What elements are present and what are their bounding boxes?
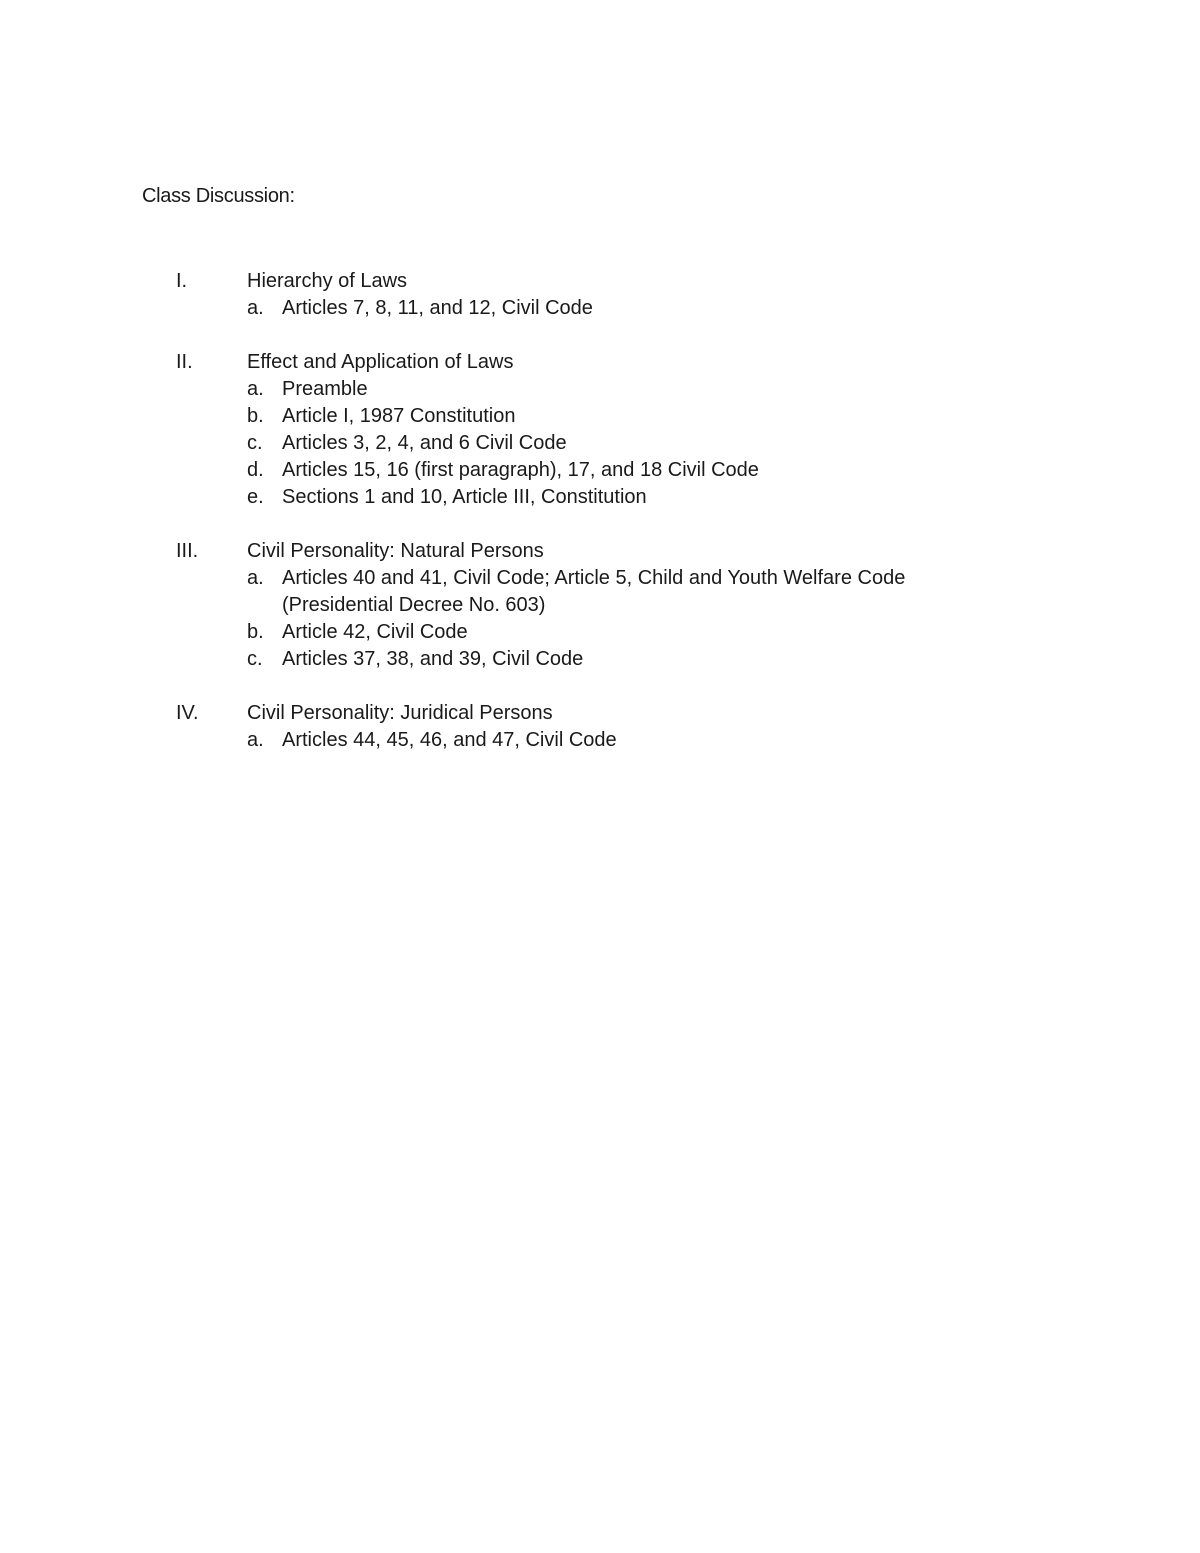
list-item	[0, 295, 1200, 322]
item-letter: c.	[247, 648, 263, 670]
item-text: Articles 37, 38, and 39, Civil Code	[282, 648, 584, 670]
outline-section	[0, 349, 1200, 511]
list-item	[0, 457, 1200, 484]
outline-section	[0, 538, 1200, 673]
section-title: Hierarchy of Laws	[247, 270, 408, 292]
list-item	[0, 619, 1200, 646]
item-text: Articles 40 and 41, Civil Code; Article 5, Child and Youth Welfare Code (Presidential Decree No. 603)	[282, 567, 906, 616]
item-letter: b.	[247, 405, 264, 427]
item-letter: b.	[247, 621, 264, 643]
list-item	[0, 430, 1200, 457]
item-text: Articles 7, 8, 11, and 12, Civil Code	[282, 297, 593, 319]
item-text: Preamble	[282, 378, 368, 400]
section-numeral: III.	[176, 540, 199, 562]
item-text: Articles 3, 2, 4, and 6 Civil Code	[282, 432, 567, 454]
list-item	[0, 484, 1200, 511]
page-heading: Class Discussion:	[142, 185, 295, 207]
outline-section	[0, 700, 1200, 754]
item-letter: c.	[247, 432, 263, 454]
sub-list	[0, 295, 1200, 322]
item-letter: a.	[247, 567, 264, 589]
discussion-outline	[0, 268, 1200, 781]
sub-list	[0, 376, 1200, 511]
item-text: Article 42, Civil Code	[282, 621, 468, 643]
outline-section	[0, 268, 1200, 322]
sub-list	[0, 565, 1200, 673]
list-item	[0, 376, 1200, 403]
item-letter: a.	[247, 297, 264, 319]
section-title: Civil Personality: Natural Persons	[247, 540, 544, 562]
item-letter: d.	[247, 459, 264, 481]
item-letter: a.	[247, 729, 264, 751]
list-item	[0, 727, 1200, 754]
section-title: Civil Personality: Juridical Persons	[247, 702, 553, 724]
list-item	[0, 403, 1200, 430]
list-item	[0, 565, 1200, 619]
section-numeral: II.	[176, 351, 193, 373]
item-letter: a.	[247, 378, 264, 400]
item-text: Articles 44, 45, 46, and 47, Civil Code	[282, 729, 617, 751]
item-letter: e.	[247, 486, 264, 508]
item-text: Sections 1 and 10, Article III, Constitution	[282, 486, 647, 508]
section-title: Effect and Application of Laws	[247, 351, 514, 373]
item-text: Articles 15, 16 (first paragraph), 17, and 18 Civil Code	[282, 459, 759, 481]
section-numeral: IV.	[176, 702, 199, 724]
sub-list	[0, 727, 1200, 754]
list-item	[0, 646, 1200, 673]
item-text: Article I, 1987 Constitution	[282, 405, 516, 427]
section-numeral: I.	[176, 270, 188, 292]
